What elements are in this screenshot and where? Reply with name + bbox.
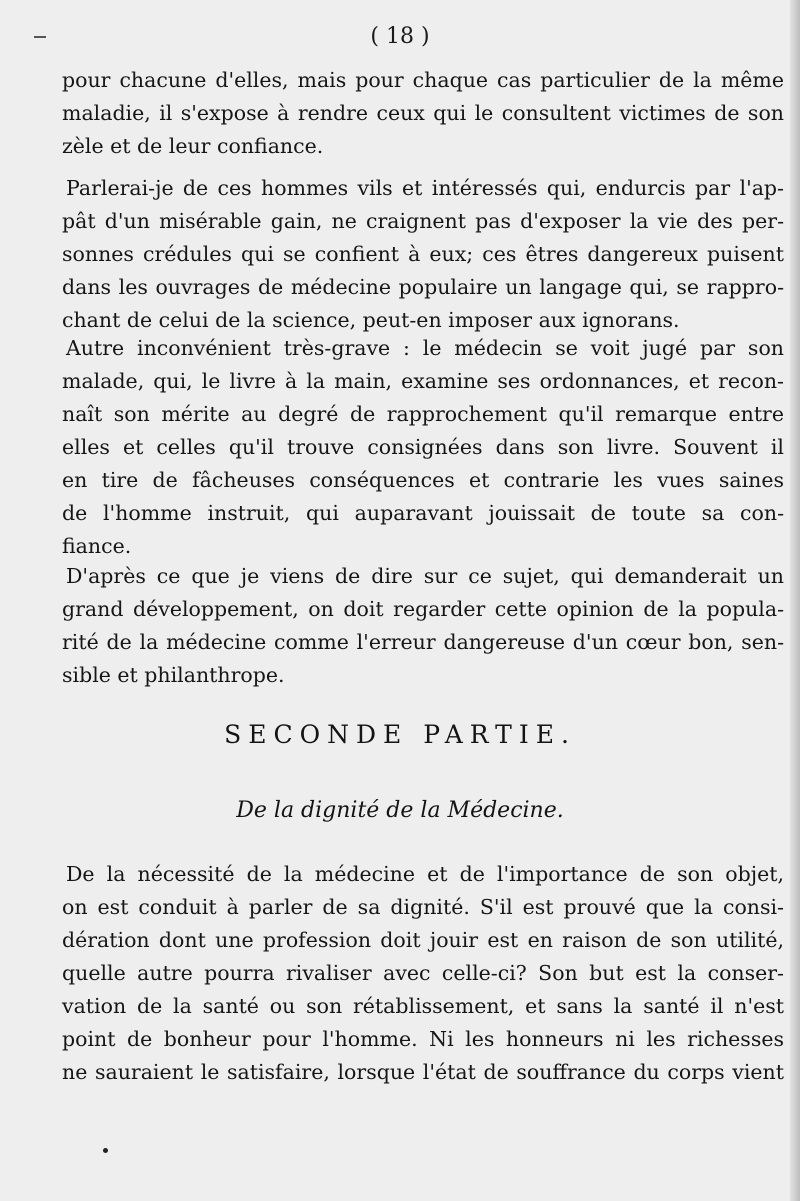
text-line: pât d'un misérable gain, ne craignent pas d'exposer la vie des per- [62,209,784,233]
text-line: Autre inconvénient très-grave : le médecin se voit jugé par son [66,336,784,360]
text-line: vation de la santé ou son rétablissement, et sans la santé il n'est [62,994,784,1018]
text-line: fiance. [62,534,132,558]
text-line: rité de la médecine comme l'erreur dangereuse d'un cœur bon, sen- [62,630,784,654]
paragraph-5 [62,858,784,1089]
text-line: sible et philanthrope. [62,663,285,687]
text-line: dération dont une profession doit jouir est en raison de son utilité, [62,928,784,952]
text-line: on est conduit à parler de sa dignité. S'il est prouvé que la consi- [62,895,784,919]
paragraph-1 [62,64,784,163]
text-line: sonnes crédules qui se confient à eux; ces êtres dangereux puisent [62,242,784,266]
text-line: chant de celui de la science, peut-en imposer aux ignorans. [62,308,680,332]
text-line: naît son mérite au degré de rapprochement qu'il remarque entre [62,402,784,426]
text-line: dans les ouvrages de médecine populaire un langage qui, se rappro- [62,275,784,299]
text-line: Parlerai-je de ces hommes vils et intéressés qui, endurcis par l'ap- [66,176,784,200]
text-line: grand développement, on doit regarder cette opinion de la popula- [62,597,784,621]
paragraph-3 [62,332,784,563]
paragraph-2 [62,172,784,337]
text-line: elles et celles qu'il trouve consignées dans son livre. Souvent il [62,435,784,459]
page-edge-shadow [790,0,800,1201]
text-line: pour chacune d'elles, mais pour chaque cas particulier de la même [62,68,784,92]
text-line: ne sauraient le satisfaire, lorsque l'état de souffrance du corps vient [62,1060,784,1084]
text-line: D'après ce que je viens de dire sur ce sujet, qui demanderait un [66,564,784,588]
section-subtitle: De la dignité de la Médecine. [236,798,564,823]
section-title: SECONDE PARTIE. [224,720,576,749]
page-number: ( 18 ) [370,24,430,49]
text-line: en tire de fâcheuses conséquences et contrarie les vues saines [62,468,784,492]
text-line: maladie, il s'expose à rendre ceux qui le consultent victimes de son [62,101,784,125]
text-line: zèle et de leur confiance. [62,134,324,158]
text-line: quelle autre pourra rivaliser avec celle-ci? Son but est la conser- [62,961,784,985]
text-line: point de bonheur pour l'homme. Ni les honneurs ni les richesses [62,1027,784,1051]
text-line: De la nécessité de la médecine et de l'importance de son objet, [66,862,784,886]
text-line: malade, qui, le livre à la main, examine ses ordonnances, et recon- [62,369,784,393]
text-line: de l'homme instruit, qui auparavant jouissait de toute sa con- [62,501,784,525]
paragraph-4 [62,560,784,692]
ink-spot [103,1148,108,1153]
